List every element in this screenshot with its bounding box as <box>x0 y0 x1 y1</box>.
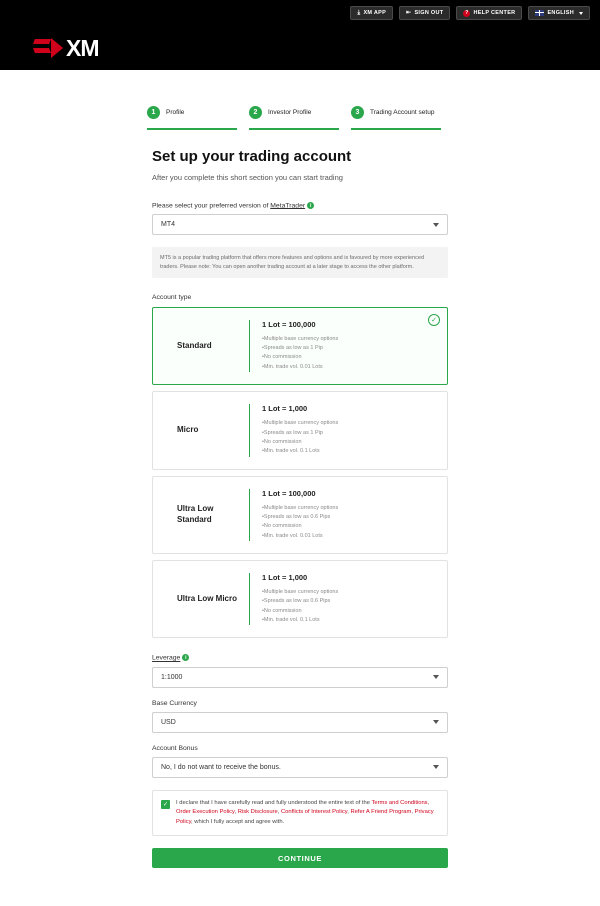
info-icon[interactable]: i <box>182 654 189 661</box>
consent-box <box>152 790 448 837</box>
leverage-select-value: 1:1000 <box>161 673 183 681</box>
account-card-feature: •No commission <box>262 354 302 361</box>
account-card-feature: •Multiple base currency options <box>262 335 339 342</box>
step-profile[interactable] <box>147 106 249 130</box>
platform-label-prefix: Please select your preferred version of <box>152 202 271 210</box>
account-card-feature: •Spreads as low as 0.6 Pips <box>262 598 331 605</box>
account-card-feature: •Spreads as low as 1 Pip <box>262 429 323 436</box>
help-dot-icon: ? <box>465 10 469 16</box>
account-card-feature: •No commission <box>262 607 302 614</box>
account-type-cards <box>152 307 448 639</box>
progress-stepper <box>0 70 600 130</box>
platform-select[interactable] <box>152 214 448 235</box>
step-investor-profile[interactable] <box>249 106 351 130</box>
account-card-feature: •Multiple base currency options <box>262 420 339 427</box>
sign-out-label: SIGN OUT <box>414 10 444 16</box>
account-bonus-select-value: No, I do not want to receive the bonus. <box>161 763 281 771</box>
xm-logo-mark-icon <box>34 37 64 59</box>
base-currency-select[interactable] <box>152 712 448 733</box>
logout-icon: ⇤ <box>406 10 412 16</box>
account-card-feature: •Min. trade vol. 0.1 Lots <box>262 616 320 623</box>
platform-field-label <box>152 202 448 209</box>
risk-disclosure-link[interactable]: Risk Disclosure <box>237 809 278 816</box>
leverage-select[interactable] <box>152 667 448 688</box>
help-center-label: HELP CENTER <box>473 10 516 16</box>
conflicts-of-interest-policy-link[interactable]: Conflicts of Interest Policy <box>280 809 348 816</box>
metatrader-link[interactable]: MetaTrader <box>270 202 306 210</box>
account-bonus-label: Account Bonus <box>152 744 198 752</box>
base-currency-select-value: USD <box>161 718 176 726</box>
help-center-button[interactable] <box>456 6 522 20</box>
page-subtitle: After you complete this short section you can start trading <box>152 173 343 182</box>
sign-out-button[interactable] <box>399 6 450 20</box>
continue-button[interactable]: CONTINUE <box>152 848 448 868</box>
step-1-underline <box>147 128 237 130</box>
brand-header <box>0 26 600 70</box>
step-1-label: Profile <box>166 109 185 116</box>
account-card-lot: 1 Lot = 100,000 <box>262 319 316 329</box>
terms-and-conditions-link[interactable]: Terms and Conditions <box>371 799 428 806</box>
account-card-ultra-low-micro[interactable] <box>152 560 448 638</box>
page-title: Set up your trading account <box>152 148 352 165</box>
base-currency-label: Base Currency <box>152 699 197 707</box>
step-3-number: 3 <box>351 106 364 119</box>
consent-checkbox[interactable]: ✓ <box>162 801 169 808</box>
account-bonus-select[interactable] <box>152 757 448 778</box>
account-card-micro[interactable] <box>152 391 448 469</box>
account-card-lot: 1 Lot = 1,000 <box>262 404 308 414</box>
privacy-policy-link[interactable]: Privacy Policy <box>176 809 434 825</box>
account-card-feature: •Multiple base currency options <box>262 504 339 511</box>
chevron-down-icon <box>433 223 439 227</box>
chevron-down-icon <box>433 765 439 769</box>
step-trading-account-setup[interactable] <box>351 106 453 130</box>
consent-text-2: , <box>427 799 430 806</box>
account-card-name: Ultra Low Micro <box>177 593 238 603</box>
step-3-label: Trading Account setup <box>370 109 435 116</box>
card-divider <box>249 489 250 541</box>
uk-flag-icon <box>535 10 544 16</box>
step-1-number: 1 <box>147 106 160 119</box>
account-card-feature: •Min. trade vol. 0.01 Lots <box>262 363 323 370</box>
platform-select-value: MT4 <box>161 221 175 229</box>
xm-app-button[interactable] <box>350 6 393 20</box>
order-execution-policy-link[interactable]: Order Execution Policy <box>176 809 235 816</box>
account-card-lot: 1 Lot = 1,000 <box>262 572 308 582</box>
card-divider <box>249 404 250 456</box>
step-2-number: 2 <box>249 106 262 119</box>
chevron-down-icon <box>579 12 583 15</box>
leverage-label <box>152 654 448 661</box>
account-card-feature: •Min. trade vol. 0.1 Lots <box>262 448 320 455</box>
account-card-name: Standard <box>177 340 212 350</box>
consent-text-1: I declare that I have carefully read and fully understood the entire text of the <box>176 799 372 806</box>
consent-text <box>176 799 439 828</box>
language-label: ENGLISH <box>547 10 574 16</box>
account-card-feature: •Min. trade vol. 0.01 Lots <box>262 532 323 539</box>
account-type-label: Account type <box>152 293 192 301</box>
consent-text-7: , which I fully accept and agree with. <box>191 818 285 825</box>
xm-logo-text: XM <box>66 34 99 61</box>
account-card-feature: •Spreads as low as 0.6 Pips <box>262 513 331 520</box>
step-2-label: Investor Profile <box>268 109 312 116</box>
account-card-feature: •No commission <box>262 523 302 530</box>
info-icon[interactable]: i <box>307 202 314 209</box>
step-2-underline <box>249 128 339 130</box>
step-3-underline <box>351 128 441 130</box>
card-divider <box>249 573 250 625</box>
consent-text-3: , <box>234 809 238 816</box>
selected-check-icon: ✓ <box>428 314 440 326</box>
chevron-down-icon <box>433 720 439 724</box>
account-card-feature: •No commission <box>262 438 302 445</box>
download-icon: ⤓ <box>357 10 361 16</box>
card-divider <box>249 320 250 372</box>
account-card-name: Ultra Low Standard <box>177 504 214 524</box>
account-card-standard[interactable] <box>152 307 448 385</box>
consent-text-6: , <box>411 809 415 816</box>
xm-app-label: XM APP <box>363 10 387 16</box>
account-card-lot: 1 Lot = 100,000 <box>262 488 316 498</box>
xm-logo[interactable] <box>34 35 99 62</box>
chevron-down-icon <box>433 675 439 679</box>
platform-note: MT5 is a popular trading platform that offers more features and options and is favoured by more experienced traders. Please note: You can open another trading account at a later stage to access the other platform. <box>152 247 448 278</box>
refer-a-friend-program-link[interactable]: Refer A Friend Program <box>350 809 412 816</box>
consent-text-5: , <box>347 809 351 816</box>
account-card-feature: •Multiple base currency options <box>262 588 339 595</box>
account-card-ultra-low-standard[interactable] <box>152 476 448 554</box>
account-card-name: Micro <box>177 425 199 435</box>
account-card-feature: •Spreads as low as 1 Pip <box>262 345 323 352</box>
leverage-label-text: Leverage <box>152 654 181 662</box>
top-utility-bar <box>0 0 600 26</box>
language-selector[interactable] <box>528 6 590 20</box>
consent-text-4: , <box>277 809 281 816</box>
signup-form <box>152 130 448 868</box>
